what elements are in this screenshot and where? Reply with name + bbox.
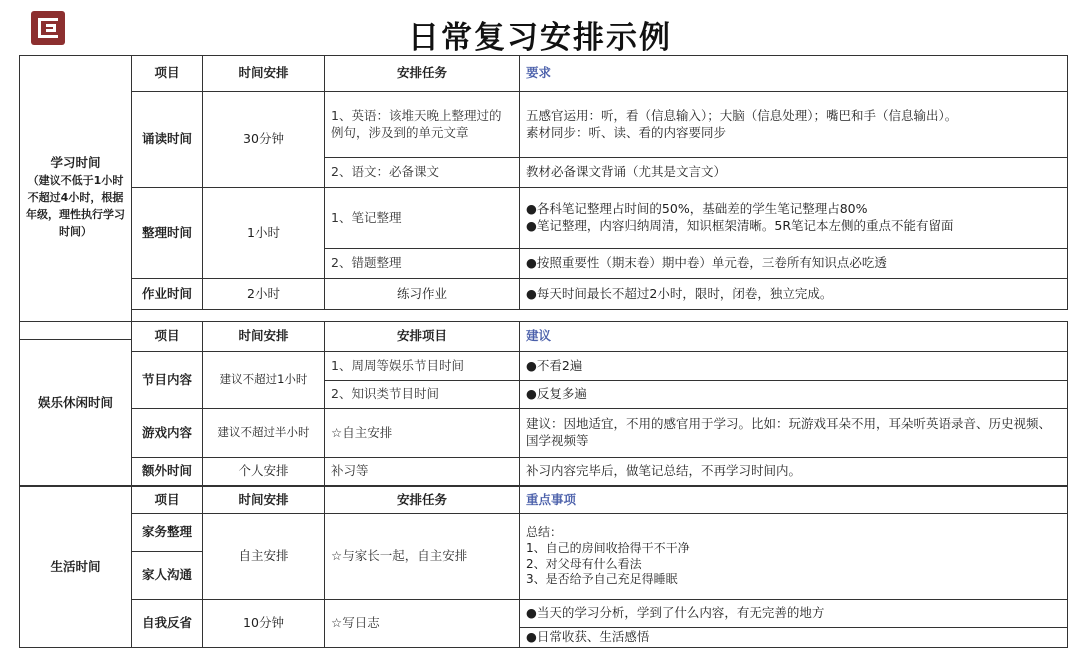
section-study-title: 学习时间 xyxy=(50,155,101,171)
shared-req xyxy=(520,514,1068,600)
life-header-time: 时间安排 xyxy=(203,487,325,514)
game-req: 建议：因地适宜，不用的感官用于学习。比如：玩游戏耳朵不用，耳朵听英语录音、历史视频、国学视频等 xyxy=(520,409,1068,458)
game-time: 建议不超过半小时 xyxy=(203,409,325,458)
extra-req: 补习内容完毕后，做笔记总结，不再学习时间内。 xyxy=(520,458,1068,486)
extra-time: 个人安排 xyxy=(203,458,325,486)
organize-req-1 xyxy=(520,188,1068,249)
header-task: 安排任务 xyxy=(325,56,520,92)
table-row xyxy=(20,458,1068,486)
program-name: 节目内容 xyxy=(132,352,203,409)
table-row xyxy=(20,92,1068,158)
shared-task: ☆与家长一起，自主安排 xyxy=(325,514,520,600)
shared-req-title: 总结： xyxy=(526,525,563,540)
life-header-req: 重点事项 xyxy=(520,487,1068,514)
program-task-1: 1、周周等娱乐节目时间 xyxy=(325,352,520,381)
family-name: 家人沟通 xyxy=(132,552,203,600)
table-row xyxy=(20,352,1068,381)
homework-task: 练习作业 xyxy=(325,279,520,310)
program-task-2: 2、知识类节目时间 xyxy=(325,381,520,409)
game-name: 游戏内容 xyxy=(132,409,203,458)
shared-req-3: 3、是否给予自己充足得睡眠 xyxy=(526,572,678,587)
schedule-table xyxy=(19,55,1068,340)
leisure-header-req: 建议 xyxy=(520,322,1068,352)
study-header-row xyxy=(20,56,1068,92)
homework-name: 作业时间 xyxy=(132,279,203,310)
table-row xyxy=(20,600,1068,628)
organize-req-1b: ●笔记整理，内容归纳周清，知识框架清晰。5R笔记本左侧的重点不能有留面 xyxy=(526,218,954,233)
reflect-name: 自我反省 xyxy=(132,600,203,648)
table-row xyxy=(20,514,1068,552)
header-req: 要求 xyxy=(520,56,1068,92)
section-leisure: 娱乐休闲时间 xyxy=(20,322,132,486)
life-table xyxy=(19,486,1068,648)
organize-req-2: ●按照重要性（期末卷）期中卷）单元卷，三卷所有知识点必吃透 xyxy=(520,249,1068,279)
header-time: 时间安排 xyxy=(203,56,325,92)
organize-task-2: 2、错题整理 xyxy=(325,249,520,279)
reading-task-1: 1、英语：该堆天晚上整理过的例句，涉及到的单元文章 xyxy=(325,92,520,158)
reading-time: 30分钟 xyxy=(203,92,325,188)
shared-req-1: 1、自己的房间收拾得干不干净 xyxy=(526,540,690,555)
reading-task-2: 2、语文：必备课文 xyxy=(325,158,520,188)
reading-req-2: 教材必备课文背诵（尤其是文言文） xyxy=(520,158,1068,188)
homework-req: ●每天时间最长不超过2小时，限时，闭卷，独立完成。 xyxy=(520,279,1068,310)
section-life: 生活时间 xyxy=(20,487,132,648)
reflect-task: ☆写日志 xyxy=(325,600,520,648)
game-task: ☆自主安排 xyxy=(325,409,520,458)
leisure-table xyxy=(19,321,1068,486)
leisure-header-task: 安排项目 xyxy=(325,322,520,352)
reading-name: 诵读时间 xyxy=(132,92,203,188)
reflect-req-2: ●日常收获、生活感悟 xyxy=(520,628,1068,648)
extra-task: 补习等 xyxy=(325,458,520,486)
table-row xyxy=(20,279,1068,310)
reflect-time: 10分钟 xyxy=(203,600,325,648)
reading-req-1a: 五感官运用：听，看（信息输入）；大脑（信息处理）；嘴巴和手（信息输出）。 xyxy=(526,107,958,123)
leisure-header-row xyxy=(20,322,1068,352)
reading-req-1 xyxy=(520,92,1068,158)
table-row xyxy=(20,188,1068,249)
reflect-req-1: ●当天的学习分析，学到了什么内容，有无完善的地方 xyxy=(520,600,1068,628)
shared-req-2: 2、对父母有什么看法 xyxy=(526,556,642,571)
program-time: 建议不超过1小时 xyxy=(203,352,325,409)
program-req-2: ●反复多遍 xyxy=(520,381,1068,409)
header-item: 项目 xyxy=(132,56,203,92)
leisure-header-item: 项目 xyxy=(132,322,203,352)
life-header-item: 项目 xyxy=(132,487,203,514)
organize-req-1a: ●各科笔记整理占时间的50%，基础差的学生笔记整理占80% xyxy=(526,201,868,217)
homework-time: 2小时 xyxy=(203,279,325,310)
page-title: 日常复习安排示例 xyxy=(408,20,672,56)
leisure-header-time: 时间安排 xyxy=(203,322,325,352)
table-row xyxy=(20,409,1068,458)
extra-name: 额外时间 xyxy=(132,458,203,486)
life-header-row xyxy=(20,487,1068,514)
reading-req-1b: 素材同步：听、读、看的内容要同步 xyxy=(526,124,727,140)
section-study-note: （建议不低于1小时不超过4小时，根据年级，理性执行学习时间） xyxy=(26,174,125,238)
organize-time: 1小时 xyxy=(203,188,325,279)
life-header-task: 安排任务 xyxy=(325,487,520,514)
chores-name: 家务整理 xyxy=(132,514,203,552)
organize-name: 整理时间 xyxy=(132,188,203,279)
shared-time: 自主安排 xyxy=(203,514,325,600)
section-study xyxy=(20,56,132,340)
program-req-1: ●不看2遍 xyxy=(520,352,1068,381)
organize-task-1: 1、笔记整理 xyxy=(325,188,520,249)
